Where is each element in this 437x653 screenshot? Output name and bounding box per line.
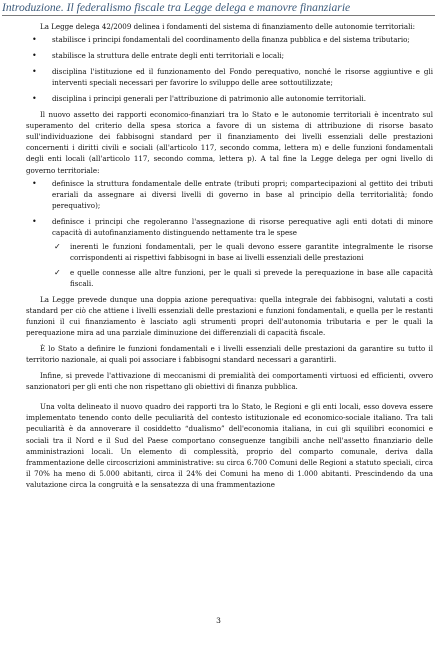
bullet-icon: • (32, 67, 37, 77)
bullet-icon: • (32, 51, 37, 61)
paragraph-6: Una volta delineato il nuovo quadro dei rapporti tra lo Stato, le Regioni e gli enti locali, esso doveva essere implementato tenendo conto delle peculiarità del contesto istituzionale ed economico-sociale italiano. Tra tali peculiarità è da annoverare il cosiddetto “dualismo” dell'economia italiana, in cui gli squilibri economici e sociali tra il Nord e il Sud del Paese comportano conseguenze tangibili anche nell'assetto finanziario delle amministrazioni locali. Un elemento di complessità, proprio del comparto comunale, deriva dalla frammentazione delle circoscrizioni amministrative: su circa 6.700 Comuni delle Regioni a statuto speciali, circa il 70% ha meno di 5.000 abitanti, circa il 24% dei Comuni ha meno di 1.000 abitanti. Prescindendo da una valutazione circa la congruità e la sensatezza di una frammentazione (26, 402, 433, 489)
list-item: • stabilisce i principi fondamentali del coordinamento della finanza pubblica e del sistema tributario; (32, 35, 410, 45)
list-item: • disciplina i principi generali per l'attribuzione di patrimonio alle autonomie territoriali. (32, 94, 366, 104)
paragraph-5: Infine, si prevede l'attivazione di meccanismi di premialità dei comportamenti virtuosi ed efficienti, ovvero sanzionatori per gli enti che non rispettano gli obiettivi di finanza pubblica. (26, 371, 433, 392)
bullet-list-1 (26, 34, 433, 104)
page-number: 3 (216, 616, 221, 625)
bullet-icon: • (32, 35, 37, 45)
paragraph-2: Il nuovo assetto dei rapporti economico-finanziari tra lo Stato e le autonomie territoriali è incentrato sul superamento del criterio della spesa storica a favore di un sistema di attribuzione di risorse basato sull'individuazione dei fabbisogni standard per il finanziamento dei livelli essenziali delle prestazioni concernenti i diritti civili e sociali (all'articolo 117, secondo comma, lettera m) e delle funzioni fondamentali degli enti locali (all'articolo 117, secondo comma, lettera p). A tal fine la Legge delega per ogni livello di governo territoriale: (26, 110, 433, 175)
list-item: • definisce la struttura fondamentale delle entrate (tributi propri; compartecipazioni al gettito dei tributi erariali da assegnare ai diversi livelli di governo in base al principio della territorialità; fondo perequativo); (32, 178, 433, 210)
bullet-list-2 (26, 178, 433, 289)
list-item: ✓ inerenti le funzioni fondamentali, per le quali devono essere garantite integralmente le risorse corrispondenti ai rispettivi fabbisogni in base ai livelli essenziali delle prestazioni (54, 241, 433, 262)
checkmark-icon: ✓ (54, 241, 61, 251)
bullet-icon: • (32, 216, 37, 226)
document-body (26, 21, 433, 490)
check-list (52, 241, 433, 289)
list-item: • definisce i principi che regoleranno l'assegnazione di risorse perequative agli enti dotati di minore capacità di autofinanziamento distinguendo nettamente tra le spese ✓ inerenti le funzioni fondamentali, per le quali devono essere garantite integralmente le risorse corrispondenti ai rispettivi fabbisogni in base ai livelli essenziali delle prestazioni ✓ e quelle connesse alle altre funzioni, per le quali si prevede la perequazione in base alle capacità fiscali. (32, 216, 433, 288)
bullet-icon: • (32, 94, 37, 104)
list-item: • disciplina l'istituzione ed il funzionamento del Fondo perequativo, nonché le risorse aggiuntive e gli interventi speciali necessari per favorire lo sviluppo delle aree sottoutilizzate; (32, 67, 433, 88)
list-item: ✓ e quelle connesse alle altre funzioni, per le quali si prevede la perequazione in base alle capacità fiscali. (54, 267, 433, 288)
list-item: • stabilisce la struttura delle entrate degli enti territoriali e locali; (32, 51, 284, 61)
paragraph-4: È lo Stato a definire le funzioni fondamentali e i livelli essenziali delle prestazioni da garantire su tutto il territorio nazionale, ai quali poi associare i fabbisogni standard necessari a garantirli. (26, 344, 433, 365)
page-title: Introduzione. Il federalismo fiscale tra Legge delega e manovre finanziarie (2, 0, 435, 16)
checkmark-icon: ✓ (54, 267, 61, 277)
intro-paragraph: La Legge delega 42/2009 delinea i fondamenti del sistema di finanziamento delle autonomie territoriali: (40, 22, 416, 31)
paragraph-3: La Legge prevede dunque una doppia azione perequativa: quella integrale dei fabbisogni, valutati a costi standard per ciò che attiene i livelli essenziali delle prestazioni e funzioni fondamentali, e quella per le restanti funzioni il cui finanziamento è lasciato agli strumenti propri dell'autonomia tributaria e per le quali la perequazione mira ad una parziale diminuzione dei differenziali di capacità fiscale. (26, 294, 433, 338)
bullet-icon: • (32, 178, 37, 188)
